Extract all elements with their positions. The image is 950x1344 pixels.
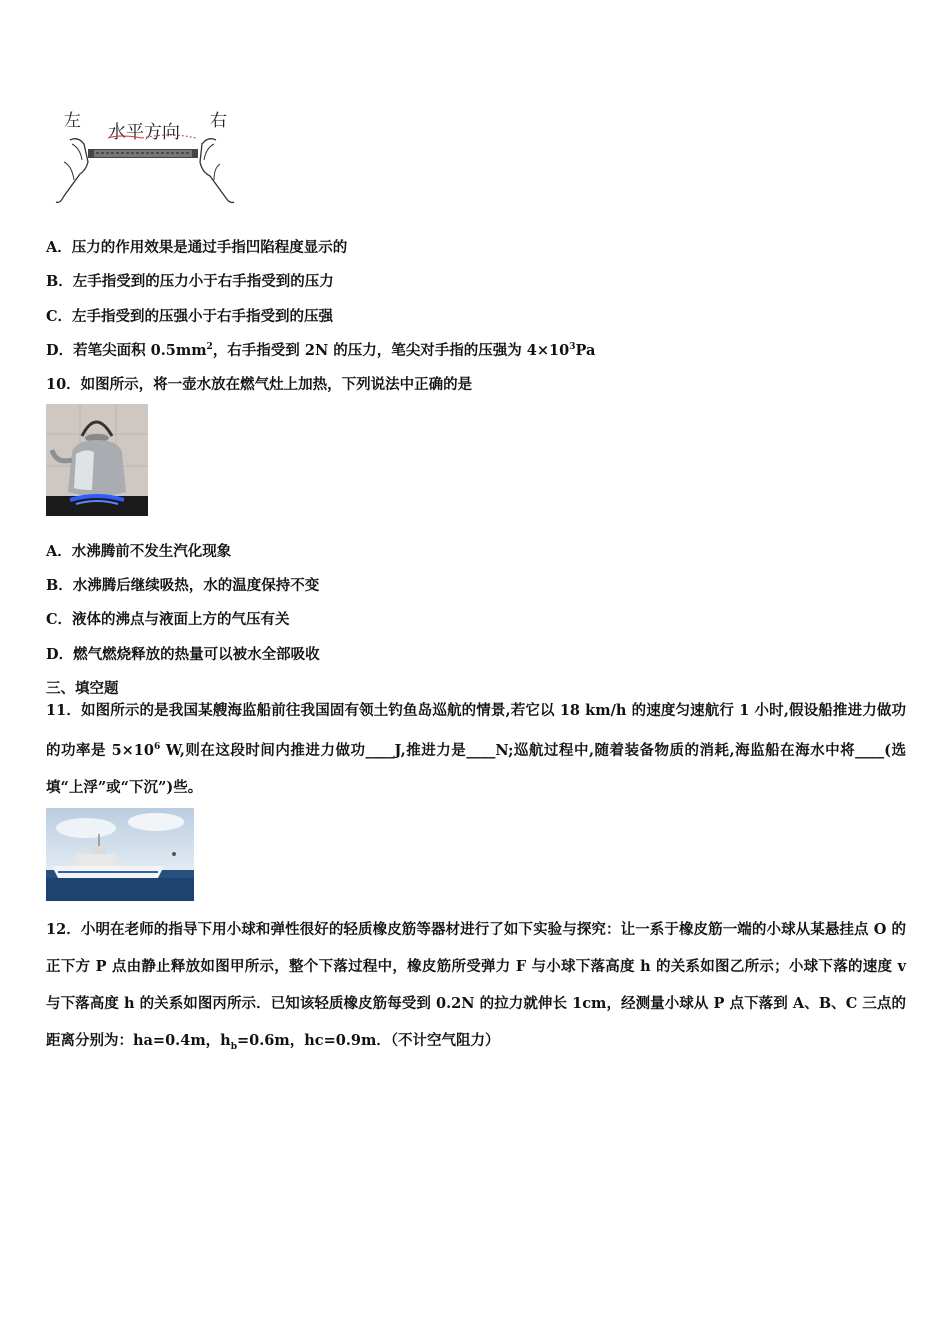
- q9-option-c: C．左手指受到的压强小于右手指受到的压强: [46, 308, 334, 325]
- ship-photo: [46, 808, 194, 901]
- kettle-photo: [46, 404, 148, 516]
- section-title: 三、填空题: [46, 680, 119, 697]
- kettle-drawing: [46, 404, 148, 516]
- pencil-fingers-drawing: [50, 100, 240, 210]
- q9-d-sup1: 2: [206, 342, 213, 352]
- q10-option-b: B．水沸腾后继续吸热，水的温度保持不变: [46, 577, 320, 594]
- label-right: 右: [210, 111, 227, 131]
- q11-blank-2: ____: [466, 742, 496, 759]
- q11-sup: 6: [154, 742, 161, 752]
- q10-stem: 10．如图所示，将一壶水放在燃气灶上加热，下列说法中正确的是: [46, 376, 473, 393]
- q10-option-d: D．燃气燃烧释放的热量可以被水全部吸收: [46, 646, 320, 663]
- q10-option-a: A．水沸腾前不发生汽化现象: [46, 543, 232, 560]
- q9-d-suffix: Pa: [575, 342, 596, 359]
- q10-option-c: C．液体的沸点与液面上方的气压有关: [46, 611, 290, 628]
- ship-drawing: [46, 808, 194, 901]
- q9-option-d: [46, 339, 595, 360]
- q12-text: [46, 911, 906, 1066]
- q9-d-sup2: 3: [569, 342, 576, 352]
- q9-option-a: A．压力的作用效果是通过手指凹陷程度显示的: [46, 239, 348, 256]
- pencil-fingers-figure: [50, 100, 240, 210]
- q9-d-middle: ，右手指受到 2N 的压力，笔尖对手指的压强为 4×10: [212, 342, 570, 359]
- q9-d-prefix: D．若笔尖面积 0.5mm: [46, 342, 207, 359]
- q12-part1: 12．小明在老师的指导下用小球和弹性很好的轻质橡皮筋等器材进行了如下实验与探究：让一系于橡皮筋一端的小球从某悬挂点 O 的正下方 P 点由静止释放如图甲所示，整个下落过程中，橡皮筋所受弹力 F 与小球下落高度 h 的关系如图乙所示；小球下落的速度 v 与下落高度 h 的关系如图丙所示．已知该轻质橡皮筋每受到 0.2N 的拉力就伸长 1cm，经测量小球从 P 点下落到 A、B、C 三点的距离分别为：ha=0.4m，h: [46, 921, 906, 1049]
- label-direction: 水平方向: [108, 122, 180, 143]
- q11-text: [46, 692, 906, 806]
- q11-part4: N;巡航过程中,随着装备物质的消耗,海监船在海水中将: [495, 742, 856, 759]
- q11-blank-3: ____: [855, 742, 885, 759]
- q11-part1: 11．如图所示的是我国某艘海监船前往我国固有领土钓鱼岛巡航的情景,若它以 18 km/h 的速度匀速航行 1 小时,假设船推进力做功的功率是 5×10: [46, 702, 906, 759]
- q12-sub: b: [230, 1041, 237, 1052]
- q12-part2: =0.6m，hc=0.9m．（不计空气阻力）: [237, 1032, 500, 1049]
- q11-part3: J,推进力是: [394, 742, 467, 759]
- q9-option-b: B．左手指受到的压力小于右手指受到的压力: [46, 273, 334, 290]
- label-left: 左: [64, 111, 81, 131]
- q11-blank-1: ____: [365, 742, 395, 759]
- q11-part2: W,则在这段时间内推进力做功: [160, 742, 366, 759]
- q11-part5: (选填“上浮”或“下沉”)些。: [46, 742, 907, 796]
